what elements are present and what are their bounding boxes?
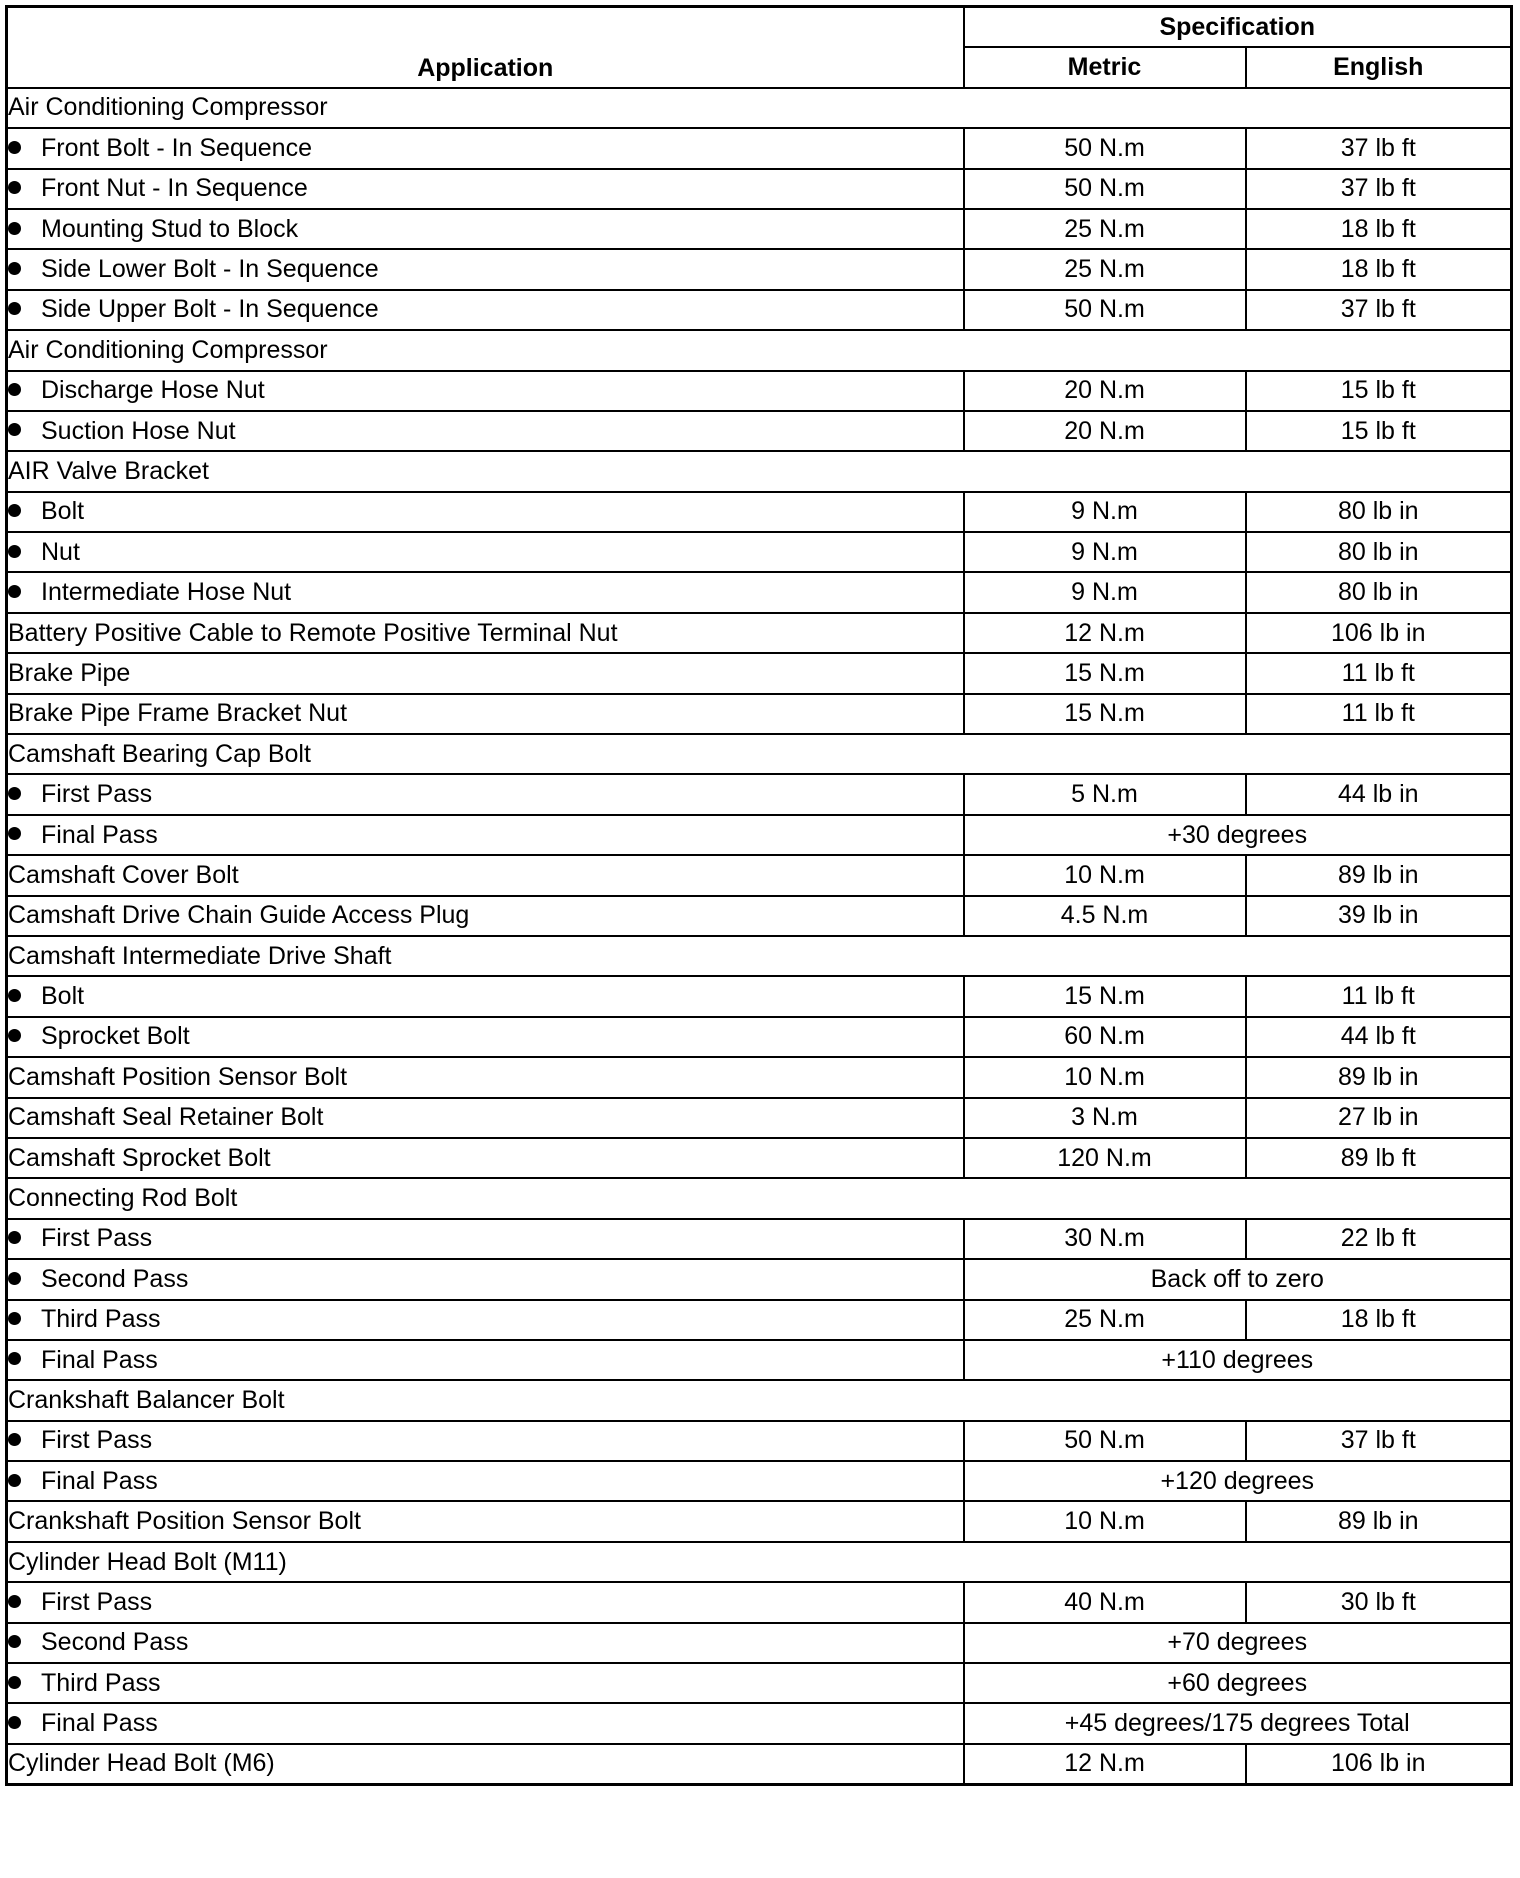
application-cell — [7, 613, 964, 653]
english-cell: 22 lb ft — [1246, 1219, 1512, 1259]
application-cell — [7, 1501, 964, 1541]
table-row — [7, 1744, 1512, 1785]
metric-cell: 20 N.m — [964, 411, 1246, 451]
application-label: Suction Hose Nut — [41, 416, 236, 445]
application-cell — [7, 249, 964, 289]
combined-spec-cell: +110 degrees — [964, 1340, 1512, 1380]
bullet-icon — [8, 302, 21, 315]
english-cell: 37 lb ft — [1246, 1421, 1512, 1461]
bullet-icon — [8, 787, 21, 800]
table-row — [7, 209, 1512, 249]
application-label: Bolt — [41, 497, 85, 526]
bullet-icon — [8, 1433, 21, 1446]
application-label: Camshaft Intermediate Drive Shaft — [8, 941, 392, 970]
metric-cell: 20 N.m — [964, 371, 1246, 411]
table-row — [7, 572, 1512, 612]
group-cell — [7, 734, 1512, 774]
application-cell — [7, 1057, 964, 1097]
application-cell — [7, 1300, 964, 1340]
table-row — [7, 169, 1512, 209]
table-row — [7, 815, 1512, 855]
english-cell: 11 lb ft — [1246, 653, 1512, 693]
application-label: Nut — [41, 537, 80, 566]
table-row — [7, 1098, 1512, 1138]
application-cell — [7, 1017, 964, 1057]
application-label: Cylinder Head Bolt (M11) — [8, 1547, 287, 1576]
english-cell: 37 lb ft — [1246, 128, 1512, 168]
application-cell — [7, 128, 964, 168]
bullet-icon — [8, 1716, 21, 1729]
metric-cell: 25 N.m — [964, 209, 1246, 249]
bullet-icon — [8, 1352, 21, 1365]
metric-cell: 15 N.m — [964, 976, 1246, 1016]
bullet-icon — [8, 1231, 21, 1244]
bullet-icon — [8, 1272, 21, 1285]
table-row — [7, 1178, 1512, 1218]
application-label: Camshaft Position Sensor Bolt — [8, 1062, 348, 1091]
table-row — [7, 128, 1512, 168]
english-cell: 11 lb ft — [1246, 694, 1512, 734]
english-cell: 37 lb ft — [1246, 290, 1512, 330]
application-label: Third Pass — [41, 1305, 161, 1334]
application-label: Side Lower Bolt - In Sequence — [41, 255, 379, 284]
english-cell: 106 lb in — [1246, 1744, 1512, 1785]
application-label: Camshaft Sprocket Bolt — [8, 1143, 271, 1172]
table-row — [7, 613, 1512, 653]
application-label: Final Pass — [41, 1466, 158, 1495]
table-row — [7, 451, 1512, 491]
table-row — [7, 1219, 1512, 1259]
application-label: Sprocket Bolt — [41, 1022, 190, 1051]
application-cell — [7, 774, 964, 814]
bullet-icon — [8, 545, 21, 558]
specification-header: Specification — [964, 7, 1512, 48]
metric-cell: 9 N.m — [964, 532, 1246, 572]
metric-cell: 25 N.m — [964, 1300, 1246, 1340]
table-row — [7, 936, 1512, 976]
application-label: AIR Valve Bracket — [8, 456, 210, 485]
combined-spec-cell: +30 degrees — [964, 815, 1512, 855]
table-header — [7, 7, 1512, 88]
metric-cell: 40 N.m — [964, 1582, 1246, 1622]
application-label: Cylinder Head Bolt (M6) — [8, 1749, 275, 1778]
table-row — [7, 774, 1512, 814]
application-label: First Pass — [41, 1587, 153, 1616]
bullet-icon — [8, 827, 21, 840]
application-label: Brake Pipe — [8, 658, 131, 687]
table-row — [7, 492, 1512, 532]
table-row — [7, 1057, 1512, 1097]
metric-cell: 50 N.m — [964, 290, 1246, 330]
table-row — [7, 1582, 1512, 1622]
application-cell — [7, 1098, 964, 1138]
table-row — [7, 1703, 1512, 1743]
application-label: Mounting Stud to Block — [41, 214, 299, 243]
application-label: Air Conditioning Compressor — [8, 93, 328, 122]
table-row — [7, 371, 1512, 411]
metric-cell: 120 N.m — [964, 1138, 1246, 1178]
table-row — [7, 330, 1512, 370]
english-cell: 18 lb ft — [1246, 1300, 1512, 1340]
header-row-top — [7, 7, 1512, 48]
metric-cell: 50 N.m — [964, 169, 1246, 209]
combined-spec-cell: +70 degrees — [964, 1623, 1512, 1663]
application-cell — [7, 209, 964, 249]
english-cell: 89 lb ft — [1246, 1138, 1512, 1178]
application-cell — [7, 492, 964, 532]
bullet-icon — [8, 181, 21, 194]
metric-cell: 5 N.m — [964, 774, 1246, 814]
english-cell: 39 lb in — [1246, 896, 1512, 936]
application-cell — [7, 572, 964, 612]
group-cell — [7, 451, 1512, 491]
table-row — [7, 1663, 1512, 1703]
group-cell — [7, 1542, 1512, 1582]
english-cell: 27 lb in — [1246, 1098, 1512, 1138]
bullet-icon — [8, 1635, 21, 1648]
application-cell — [7, 855, 964, 895]
application-label: First Pass — [41, 1426, 153, 1455]
application-label: Second Pass — [41, 1264, 189, 1293]
metric-cell: 15 N.m — [964, 653, 1246, 693]
bullet-icon — [8, 1312, 21, 1325]
application-label: Side Upper Bolt - In Sequence — [41, 295, 379, 324]
english-cell: 15 lb ft — [1246, 411, 1512, 451]
application-cell — [7, 169, 964, 209]
application-label: Final Pass — [41, 1345, 158, 1374]
metric-cell: 3 N.m — [964, 1098, 1246, 1138]
bullet-icon — [8, 141, 21, 154]
application-label: Second Pass — [41, 1628, 189, 1657]
application-label: Battery Positive Cable to Remote Positive Terminal Nut — [8, 618, 618, 647]
metric-cell: 12 N.m — [964, 1744, 1246, 1785]
application-cell — [7, 1623, 964, 1663]
bullet-icon — [8, 383, 21, 396]
bullet-icon — [8, 585, 21, 598]
application-label: Camshaft Drive Chain Guide Access Plug — [8, 901, 470, 930]
english-cell: 80 lb in — [1246, 492, 1512, 532]
metric-cell: 9 N.m — [964, 572, 1246, 612]
metric-cell: 60 N.m — [964, 1017, 1246, 1057]
bullet-icon — [8, 1595, 21, 1608]
metric-cell: 10 N.m — [964, 1501, 1246, 1541]
metric-cell: 50 N.m — [964, 1421, 1246, 1461]
application-cell — [7, 1219, 964, 1259]
application-label: Brake Pipe Frame Bracket Nut — [8, 699, 348, 728]
application-label: Bolt — [41, 982, 85, 1011]
group-cell — [7, 936, 1512, 976]
combined-spec-cell: +60 degrees — [964, 1663, 1512, 1703]
metric-cell: 15 N.m — [964, 694, 1246, 734]
group-cell — [7, 1380, 1512, 1420]
table-row — [7, 734, 1512, 774]
table-row — [7, 532, 1512, 572]
application-label: First Pass — [41, 780, 153, 809]
metric-cell: 30 N.m — [964, 1219, 1246, 1259]
application-label: Front Bolt - In Sequence — [41, 133, 312, 162]
application-cell — [7, 1703, 964, 1743]
english-cell: 44 lb in — [1246, 774, 1512, 814]
application-label: Air Conditioning Compressor — [8, 335, 328, 364]
english-cell: 15 lb ft — [1246, 371, 1512, 411]
metric-cell: 4.5 N.m — [964, 896, 1246, 936]
table-row — [7, 694, 1512, 734]
bullet-icon — [8, 423, 21, 436]
application-label: Camshaft Bearing Cap Bolt — [8, 739, 311, 768]
application-cell — [7, 290, 964, 330]
application-cell — [7, 1421, 964, 1461]
application-label: Front Nut - In Sequence — [41, 174, 308, 203]
application-cell — [7, 896, 964, 936]
english-cell: 89 lb in — [1246, 1501, 1512, 1541]
application-cell — [7, 815, 964, 855]
application-cell — [7, 1663, 964, 1703]
bullet-icon — [8, 504, 21, 517]
table-row — [7, 1623, 1512, 1663]
table-row — [7, 1461, 1512, 1501]
application-label: Third Pass — [41, 1668, 161, 1697]
application-cell — [7, 694, 964, 734]
english-cell: 106 lb in — [1246, 613, 1512, 653]
bullet-icon — [8, 262, 21, 275]
torque-spec-table — [5, 5, 1513, 1786]
english-cell: 89 lb in — [1246, 1057, 1512, 1097]
application-cell — [7, 1582, 964, 1622]
application-cell — [7, 1461, 964, 1501]
table-row — [7, 1340, 1512, 1380]
bullet-icon — [8, 222, 21, 235]
bullet-icon — [8, 1676, 21, 1689]
application-label: Final Pass — [41, 820, 158, 849]
application-label: Discharge Hose Nut — [41, 376, 265, 405]
bullet-icon — [8, 1474, 21, 1487]
table-row — [7, 1017, 1512, 1057]
english-cell: 44 lb ft — [1246, 1017, 1512, 1057]
table-row — [7, 290, 1512, 330]
application-cell — [7, 1744, 964, 1785]
application-cell — [7, 532, 964, 572]
application-label: Crankshaft Position Sensor Bolt — [8, 1507, 361, 1536]
table-row — [7, 1259, 1512, 1299]
application-cell — [7, 371, 964, 411]
group-cell — [7, 1178, 1512, 1218]
metric-cell: 50 N.m — [964, 128, 1246, 168]
table-row — [7, 653, 1512, 693]
table-row — [7, 1138, 1512, 1178]
metric-cell: 12 N.m — [964, 613, 1246, 653]
table-row — [7, 1380, 1512, 1420]
table-row — [7, 1501, 1512, 1541]
english-cell: 11 lb ft — [1246, 976, 1512, 1016]
application-cell — [7, 653, 964, 693]
application-cell — [7, 1138, 964, 1178]
english-cell: 80 lb in — [1246, 532, 1512, 572]
english-cell: 18 lb ft — [1246, 249, 1512, 289]
application-label: Camshaft Seal Retainer Bolt — [8, 1103, 324, 1132]
group-cell — [7, 88, 1512, 128]
application-label: First Pass — [41, 1224, 153, 1253]
table-row — [7, 88, 1512, 128]
table-row — [7, 855, 1512, 895]
english-cell: 30 lb ft — [1246, 1582, 1512, 1622]
english-cell: 80 lb in — [1246, 572, 1512, 612]
table-row — [7, 411, 1512, 451]
group-cell — [7, 330, 1512, 370]
metric-cell: 25 N.m — [964, 249, 1246, 289]
english-cell: 37 lb ft — [1246, 169, 1512, 209]
application-label: Connecting Rod Bolt — [8, 1184, 238, 1213]
application-cell — [7, 1340, 964, 1380]
metric-cell: 10 N.m — [964, 855, 1246, 895]
table-row — [7, 1421, 1512, 1461]
application-cell — [7, 976, 964, 1016]
english-cell: 89 lb in — [1246, 855, 1512, 895]
application-label: Intermediate Hose Nut — [41, 578, 292, 607]
metric-header: Metric — [964, 47, 1246, 87]
combined-spec-cell: Back off to zero — [964, 1259, 1512, 1299]
table-row — [7, 1542, 1512, 1582]
english-header: English — [1246, 47, 1512, 87]
bullet-icon — [8, 1029, 21, 1042]
table-row — [7, 896, 1512, 936]
application-cell — [7, 411, 964, 451]
bullet-icon — [8, 989, 21, 1002]
table-row — [7, 249, 1512, 289]
metric-cell: 10 N.m — [964, 1057, 1246, 1097]
table-body — [7, 88, 1512, 1785]
english-cell: 18 lb ft — [1246, 209, 1512, 249]
table-row — [7, 976, 1512, 1016]
application-cell — [7, 1259, 964, 1299]
application-label: Final Pass — [41, 1709, 158, 1738]
application-header: Application — [7, 7, 964, 88]
application-label: Camshaft Cover Bolt — [8, 860, 239, 889]
combined-spec-cell: +45 degrees/175 degrees Total — [964, 1703, 1512, 1743]
table-row — [7, 1300, 1512, 1340]
combined-spec-cell: +120 degrees — [964, 1461, 1512, 1501]
application-label: Crankshaft Balancer Bolt — [8, 1385, 285, 1414]
metric-cell: 9 N.m — [964, 492, 1246, 532]
